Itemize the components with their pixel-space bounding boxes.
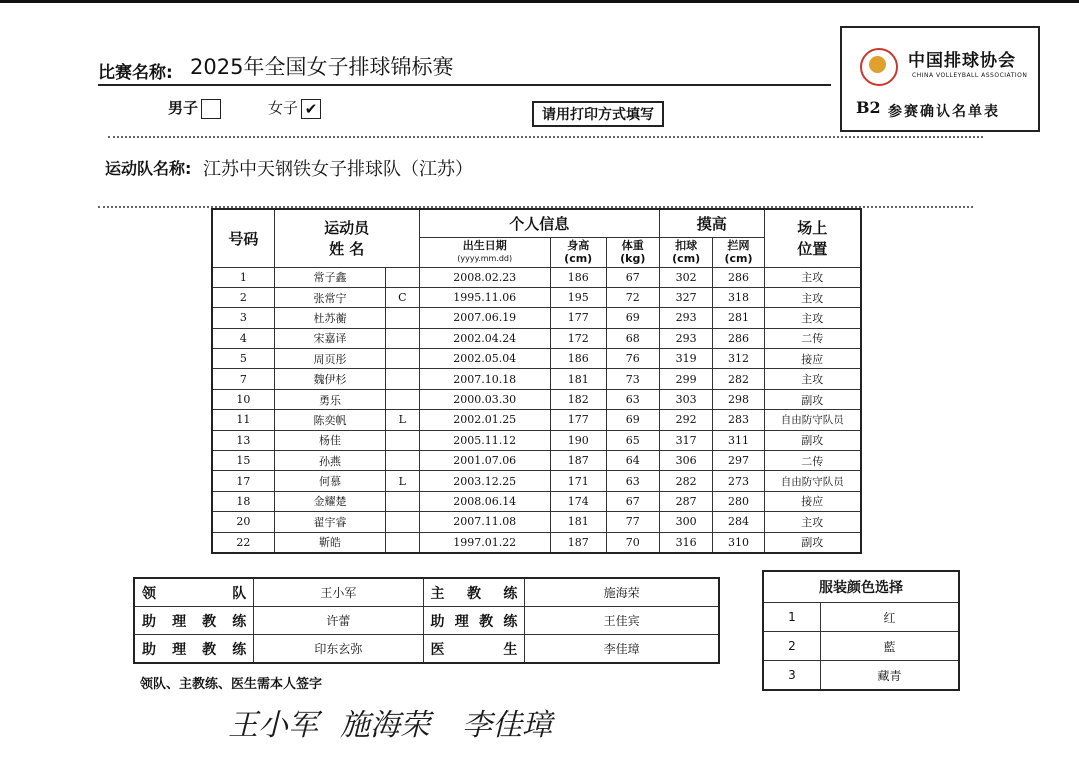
header-position-line1: 场上 [797,219,828,238]
top-border [0,0,1079,3]
cell-birth: 2002.05.04 [419,349,550,369]
assistant-coach-role-char-3: 教 [202,613,217,630]
cell-height: 182 [550,389,606,409]
cell-pos: 副攻 [764,389,861,409]
assistant-coach-name: 印东玄弥 [254,635,423,664]
uniform-option-color: 红 [820,603,959,632]
header-weight-unit: (kg) [620,252,646,265]
cell-birth: 2007.06.19 [419,308,550,328]
assistant-coach-role-label [425,611,524,631]
cell-birth: 2003.12.25 [419,471,550,491]
cell-name: 张常宁 [274,287,385,307]
table-row [212,410,861,430]
cell-pos: 副攻 [764,532,861,553]
assistant-coach-name: 许蕾 [254,607,423,635]
cell-no: 7 [212,369,274,389]
table-row [212,512,861,532]
female-checkbox[interactable]: ✔ [301,99,321,119]
cell-mark: L [386,410,419,430]
doctor-name: 李佳璋 [525,635,719,664]
header-block [713,237,764,267]
cell-no: 18 [212,491,274,511]
cell-spike: 300 [659,512,712,532]
male-checkbox[interactable] [201,99,221,119]
cell-weight: 69 [606,308,659,328]
head-coach-role-char-1: 主 [430,585,445,602]
assistant-coach-role-char-1: 助 [142,641,156,658]
cell-mark [386,369,419,389]
cell-height: 186 [550,349,606,369]
cell-no: 13 [212,430,274,450]
cell-pos: 二传 [764,451,861,471]
doctor-role [423,635,525,664]
head-coach-role [423,578,525,607]
cell-block: 310 [713,532,764,553]
cell-spike: 293 [659,308,712,328]
cell-spike: 316 [659,532,712,553]
assistant-coach-role-char-1: 助 [430,613,445,630]
cell-birth: 2007.11.08 [419,512,550,532]
cell-no: 10 [212,389,274,409]
cell-no: 5 [212,349,274,369]
cell-height: 177 [550,410,606,430]
cell-spike: 303 [659,389,712,409]
assistant-coach-role-label [136,611,252,631]
cell-height: 171 [550,471,606,491]
assistant-coach-role-char-3: 教 [202,641,217,658]
cell-name: 杨佳 [274,430,385,450]
association-logo-box [840,26,1040,132]
assistant-coach-role-char-1: 助 [142,613,156,630]
header-number: 号码 [212,209,274,267]
cell-block: 273 [713,471,764,491]
cell-pos: 副攻 [764,430,861,450]
table-row [212,308,861,328]
cell-birth: 2002.04.24 [419,328,550,348]
cell-block: 298 [713,389,764,409]
divider [108,136,983,138]
cell-name: 杜苏蘅 [274,308,385,328]
roster-table [211,208,862,554]
roster-body [212,267,861,553]
cell-mark [386,267,419,287]
cell-name: 常子鑫 [274,267,385,287]
cell-mark [386,389,419,409]
header-position-line2: 位置 [797,240,828,259]
male-option[interactable] [168,97,221,119]
cell-weight: 63 [606,389,659,409]
leader-role [134,578,254,607]
cell-mark: L [386,471,419,491]
header-position [764,209,861,267]
assistant-coach-role-label [136,639,252,659]
table-row [212,389,861,409]
signature-leader: 王小军 [228,708,318,743]
cell-birth: 1995.11.06 [419,287,550,307]
cell-weight: 67 [606,267,659,287]
competition-name: 2025年全国女子排球锦标赛 [190,55,454,79]
header-weight-label: 体重 [621,239,644,252]
leader-role-char-1: 领 [142,585,156,602]
header-block-unit: (cm) [724,252,753,265]
cell-spike: 299 [659,369,712,389]
cell-no: 22 [212,532,274,553]
cell-mark [386,532,419,553]
uniform-option-color: 藏青 [820,661,959,691]
cell-pos: 接应 [764,491,861,511]
cell-height: 181 [550,369,606,389]
cell-weight: 77 [606,512,659,532]
table-row [212,491,861,511]
cell-no: 4 [212,328,274,348]
cell-height: 187 [550,532,606,553]
cell-name: 何慕 [274,471,385,491]
cell-block: 297 [713,451,764,471]
cell-pos: 主攻 [764,267,861,287]
cell-pos: 自由防守队员 [764,410,861,430]
leader-role-label [136,583,252,603]
leader-role-char-2: 队 [232,585,247,602]
header-height [550,237,606,267]
cell-pos: 主攻 [764,369,861,389]
cell-height: 172 [550,328,606,348]
cell-birth: 2008.02.23 [419,267,550,287]
competition-label: 比赛名称: [98,63,173,83]
cell-birth: 2005.11.12 [419,430,550,450]
table-row [212,451,861,471]
org-name-cn: 中国排球协会 [908,51,1016,71]
cell-birth: 2001.07.06 [419,451,550,471]
cell-name: 翟宇睿 [274,512,385,532]
header-height-label: 身高 [567,239,590,252]
cell-no: 1 [212,267,274,287]
uniform-option-number: 1 [763,603,820,632]
cell-birth: 2008.06.14 [419,491,550,511]
cell-block: 312 [713,349,764,369]
cell-block: 311 [713,430,764,450]
assistant-coach-role-char-2: 理 [454,613,469,630]
cell-block: 318 [713,287,764,307]
cell-mark: C [386,287,419,307]
assistant-coach-role-char-4: 练 [232,613,247,630]
cell-weight: 73 [606,369,659,389]
cell-mark [386,451,419,471]
header-weight [606,237,659,267]
assistant-coach-role [134,607,254,635]
cell-spike: 327 [659,287,712,307]
volleyball-logo-icon [860,48,898,86]
cell-birth: 2007.10.18 [419,369,550,389]
female-label: 女子 [268,99,299,117]
assistant-coach-role-char-4: 练 [503,613,518,630]
cell-weight: 70 [606,532,659,553]
cell-block: 282 [713,369,764,389]
header-athlete [274,209,419,267]
cell-birth: 2000.03.30 [419,389,550,409]
form-title: 参赛确认名单表 [888,104,1000,120]
cell-weight: 67 [606,491,659,511]
header-birth-format: (yyyy.mm.dd) [457,254,513,263]
signature-head-coach: 施海荣 [340,708,430,743]
doctor-role-char-1: 医 [430,641,445,658]
header-personal-info: 个人信息 [419,209,659,237]
cell-name: 魏伊杉 [274,369,385,389]
cell-mark [386,349,419,369]
assistant-coach-role-char-2: 理 [172,641,187,658]
table-row [212,532,861,553]
table-row [212,471,861,491]
cell-block: 281 [713,308,764,328]
cell-weight: 72 [606,287,659,307]
assistant-coach-role [423,607,525,635]
cell-birth: 2002.01.25 [419,410,550,430]
head-coach-role-char-2: 教 [466,585,481,602]
head-coach-role-label [425,583,524,603]
cell-height: 177 [550,308,606,328]
cell-name: 孙燕 [274,451,385,471]
cell-spike: 293 [659,328,712,348]
cell-pos: 主攻 [764,512,861,532]
uniform-option-number: 2 [763,632,820,661]
doctor-role-label [425,639,524,659]
cell-spike: 319 [659,349,712,369]
cell-mark [386,491,419,511]
cell-birth: 1997.01.22 [419,532,550,553]
header-block-label: 拦网 [727,239,750,252]
cell-height: 195 [550,287,606,307]
female-option[interactable] [268,97,321,119]
cell-weight: 68 [606,328,659,348]
table-row [212,349,861,369]
cell-spike: 306 [659,451,712,471]
cell-height: 187 [550,451,606,471]
cell-name: 勇乐 [274,389,385,409]
cell-name: 陈奕帆 [274,410,385,430]
staff-table [133,577,720,664]
doctor-role-char-2: 生 [503,641,518,658]
cell-pos: 接应 [764,349,861,369]
cell-no: 17 [212,471,274,491]
cell-block: 283 [713,410,764,430]
cell-no: 2 [212,287,274,307]
cell-spike: 302 [659,267,712,287]
cell-weight: 63 [606,471,659,491]
header-athlete-line2: 姓 名 [329,240,365,259]
cell-weight: 64 [606,451,659,471]
cell-name: 周页彤 [274,349,385,369]
signature-note: 领队、主教练、医生需本人签字 [140,677,323,692]
cell-spike: 282 [659,471,712,491]
cell-height: 190 [550,430,606,450]
header-reach: 摸高 [659,209,764,237]
assistant-coach-name: 王佳宾 [525,607,719,635]
cell-pos: 二传 [764,328,861,348]
head-coach-role-char-3: 练 [503,585,518,602]
org-name-en: CHINA VOLLEYBALL ASSOCIATION [912,72,1028,79]
header-birth [419,237,550,267]
team-name: 江苏中天钢铁女子排球队（江苏） [203,159,473,180]
cell-block: 280 [713,491,764,511]
table-row [212,287,861,307]
cell-mark [386,308,419,328]
cell-spike: 292 [659,410,712,430]
header-spike [659,237,712,267]
cell-pos: 主攻 [764,287,861,307]
cell-mark [386,512,419,532]
table-row [212,369,861,389]
competition-underline [98,84,831,86]
header-height-unit: (cm) [564,252,593,265]
cell-no: 15 [212,451,274,471]
table-row [212,267,861,287]
cell-block: 284 [713,512,764,532]
cell-no: 3 [212,308,274,328]
leader-name: 王小军 [254,578,423,607]
print-note: 请用打印方式填写 [532,101,664,127]
cell-height: 181 [550,512,606,532]
cell-name: 金耀楚 [274,491,385,511]
cell-mark [386,430,419,450]
cell-spike: 317 [659,430,712,450]
uniform-color-table [762,570,960,691]
cell-name: 宋嘉译 [274,328,385,348]
cell-weight: 69 [606,410,659,430]
assistant-coach-role [134,635,254,664]
cell-spike: 287 [659,491,712,511]
header-birth-label: 出生日期 [462,239,507,252]
cell-no: 20 [212,512,274,532]
uniform-option-color: 藍 [820,632,959,661]
uniform-title: 服装颜色选择 [763,571,959,603]
header-spike-unit: (cm) [672,252,701,265]
cell-height: 186 [550,267,606,287]
header-athlete-line1: 运动员 [324,219,370,238]
cell-no: 11 [212,410,274,430]
cell-weight: 65 [606,430,659,450]
assistant-coach-role-char-2: 理 [172,613,187,630]
assistant-coach-role-char-3: 教 [479,613,494,630]
signature-doctor: 李佳璋 [462,708,552,743]
male-label: 男子 [168,99,199,117]
cell-mark [386,328,419,348]
cell-name: 靳皓 [274,532,385,553]
head-coach-name: 施海荣 [525,578,719,607]
table-row [212,328,861,348]
cell-height: 174 [550,491,606,511]
header-spike-label: 扣球 [675,239,698,252]
team-label: 运动队名称: [105,159,192,178]
table-row [212,430,861,450]
cell-block: 286 [713,328,764,348]
cell-pos: 自由防守队员 [764,471,861,491]
assistant-coach-role-char-4: 练 [232,641,247,658]
cell-pos: 主攻 [764,308,861,328]
form-code: B2 [856,98,881,117]
uniform-option-number: 3 [763,661,820,691]
cell-block: 286 [713,267,764,287]
cell-weight: 76 [606,349,659,369]
